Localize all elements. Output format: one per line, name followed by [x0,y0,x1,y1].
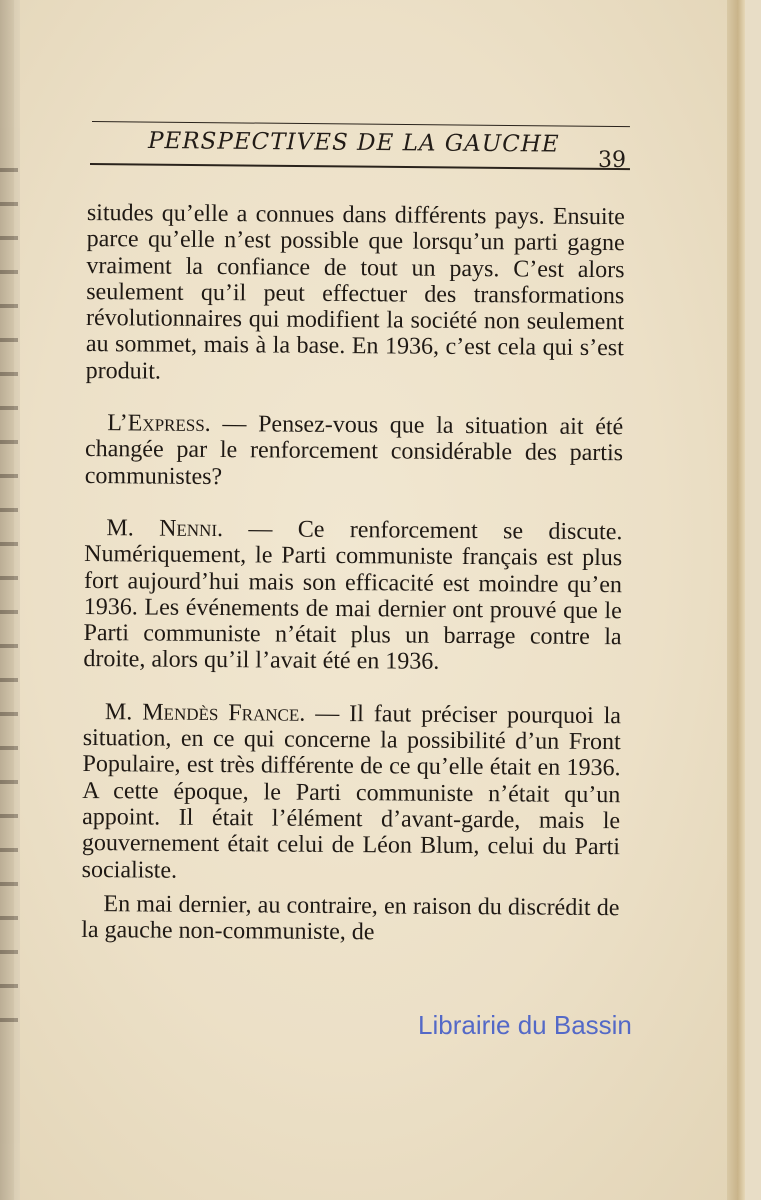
paragraph-4 [82,699,621,887]
speaker-nenni: M. Nenni. [106,515,224,543]
paragraph-text: — Ce renforcement se discute. Numériquement, le Parti communiste français est plus fort aujourd’hui mais son efficacité est moindre qu’en 1936. Les événements de mai dernier ont prouvé que le Parti communiste n’était plus un barrage contre la droite, alors qu’il l’avait été en 1936. [83,516,623,676]
facing-page-text-fragments [0,150,18,1030]
facing-page-edge [0,0,22,1200]
paragraph-1 [86,200,625,388]
paragraph-text: En mai dernier, au contraire, en raison du discrédit de la gauche non-communiste, de [81,890,620,946]
page-number: 39 [598,148,626,173]
page-edges [727,0,745,1200]
paragraph-3 [83,515,622,677]
body-text [81,200,625,948]
watermark: Librairie du Bassin [418,1010,632,1040]
speaker-lexpress: L’Express. [107,410,211,438]
paragraph-5 [81,891,619,948]
paragraph-text: situdes qu’elle a connues dans différents pays. Ensuite parce qu’elle n’est possible que lorsqu’un parti gagne vraiment la confiance de tout un pays. C’est alors seulement qu’il peut effectuer des transformations révolutionnaires qui modifient la société non seulement au sommet, mais à la base. En 1936, c’est cela qui s’est produit. [85,200,625,385]
paragraph-2 [85,410,624,493]
paragraph-text: — Il faut préciser pourquoi la situation, en ce qui concerne la possibilité d’un Front Populaire, est très différente de ce qu’elle était en 1936. A cette époque, le Parti communiste n’était qu’un appoint. Il était l’élément d’avant-garde, mais le gouvernement était celui de Léon Blum, celui du Parti socialiste. [81,700,622,884]
running-head: PERSPECTIVES DE LA GAUCHE [147,128,560,158]
paragraph-text: — Pensez-vous que la situation ait été changée par le renforcement considérable des partis communistes? [84,411,624,490]
speaker-mendes-france: M. Mendès France. [104,698,306,727]
